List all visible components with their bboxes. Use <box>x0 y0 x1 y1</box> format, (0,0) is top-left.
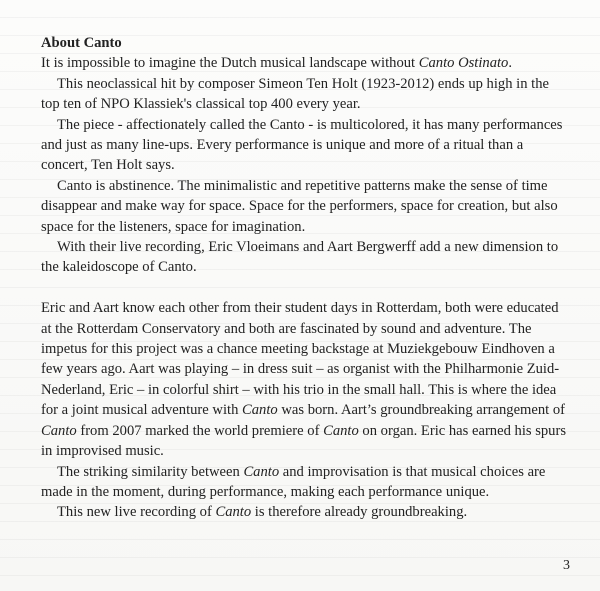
text-run: and improvisation is that musical choices are made in the moment, during performance, making each performance unique. <box>41 463 546 500</box>
text-run: is therefore already groundbreaking. <box>251 504 468 521</box>
paragraph-meeting <box>41 298 571 461</box>
text-run: on organ. Eric has earned his spurs in improvised music. <box>41 422 567 460</box>
paragraph-intro <box>41 53 571 73</box>
text-run: The striking similarity between <box>57 463 244 480</box>
paragraph-similarity <box>41 462 571 503</box>
italic-title: Canto <box>41 422 77 439</box>
text-run: was born. Aart’s groundbreaking arrangement of <box>277 402 566 419</box>
paragraph-abstinence: Canto is abstinence. The minimalistic and repetitive patterns make the sense of time disappear and make way for space. Space for the performers, space for creation, but also space for the listeners, space for imagination. <box>41 177 558 235</box>
section-heading: About Canto <box>41 35 122 51</box>
text-run: This new live recording of <box>57 504 216 521</box>
text-run: from 2007 marked the world premiere of <box>76 422 324 439</box>
italic-title: Canto Ostinato <box>418 55 509 72</box>
text-run: It is impossible to imagine the Dutch musical landscape without <box>41 55 419 72</box>
italic-title: Canto <box>242 402 278 419</box>
italic-title: Canto <box>323 422 359 439</box>
paragraph-gap <box>41 278 571 298</box>
paragraph-closing <box>41 502 571 522</box>
body-text <box>41 33 571 523</box>
italic-title: Canto <box>215 504 252 521</box>
paragraph-composer: This neoclassical hit by composer Simeon Ten Holt (1923-2012) ends up high in the top ten of NPO Klassiek's classical top 400 every year. <box>41 75 549 113</box>
paragraph-piece: The piece - affectionately called the Canto - is multicolored, it has many performances and just as many line-ups. Every performance is unique and more of a ritual than a concert, Ten Holt says. <box>41 116 563 174</box>
text-run: Eric and Aart know each other from their student days in Rotterdam, both were educated at the Rotterdam Conservatory and both are fascinated by sound and adventure. The impetus for this project was a chance meeting backstage at Muziekgebouw Eindhoven a few years ago. Aart was playing – in dress suit – as organist with the Philharmonie Zuid-Nederland, Eric – in colorful shirt – with his trio in the small hall. This is where the idea for a joint musical adventure with <box>41 300 560 419</box>
italic-title: Canto <box>243 463 280 480</box>
paragraph-recording: With their live recording, Eric Vloeimans and Aart Bergwerff add a new dimension to the kaleidoscope of Canto. <box>41 239 559 276</box>
page-number: 3 <box>563 558 570 573</box>
text-run: . <box>508 55 513 72</box>
